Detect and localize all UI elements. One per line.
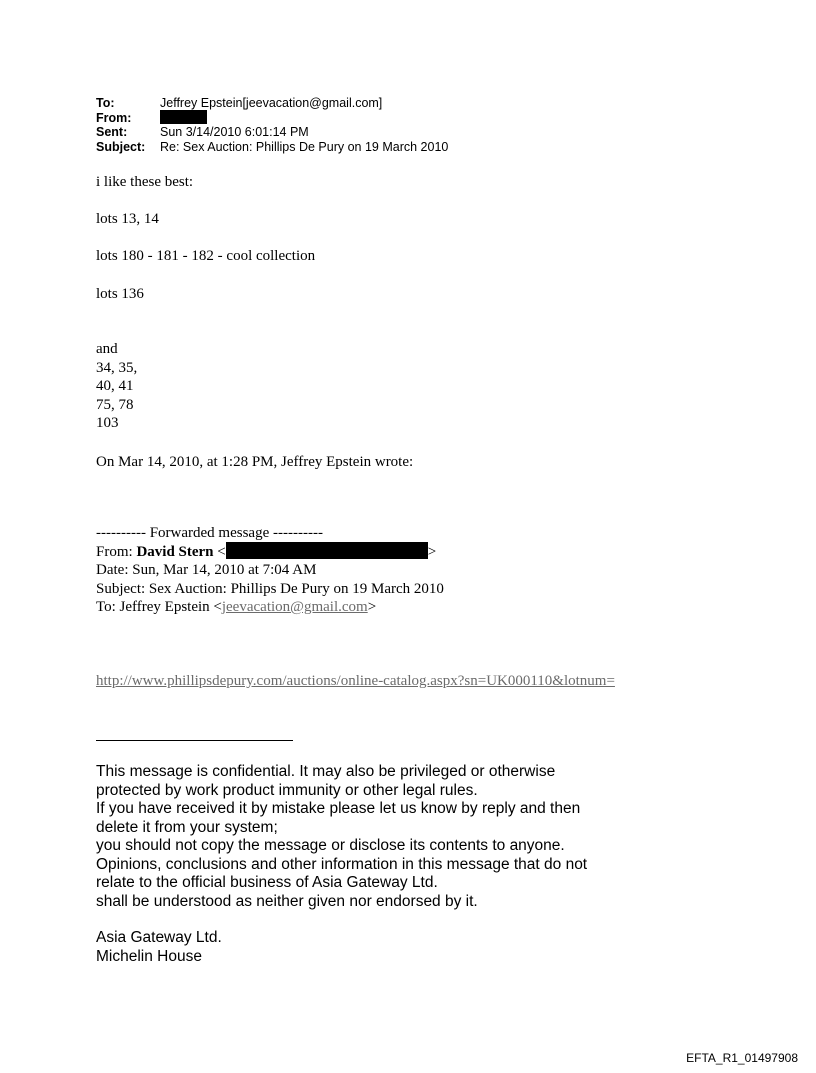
list-item: 34, 35, [96,359,138,376]
company-address: Michelin House [96,947,202,965]
to-row [96,96,716,111]
document-id: EFTA_R1_01497908 [686,1051,798,1065]
body-line-2: lots 13, 14 [96,211,159,227]
footer-line: delete it from your system; [96,818,278,836]
lots-list [96,340,137,433]
confidentiality-footer [96,763,716,966]
forwarded-date: Date: Sun, Mar 14, 2010 at 7:04 AM [96,562,317,578]
footer-line: This message is confidential. It may also be privileged or otherwise [96,763,556,780]
from-row [96,111,716,126]
email-header [96,96,716,154]
body-line-3: lots 180 - 181 - 182 - cool collection [96,248,316,264]
sent-label: Sent: [96,125,128,139]
sender-name: David Stern [136,543,214,560]
forwarded-to: To: Jeffrey Epstein <jeevacation@gmail.com> [96,599,377,615]
list-item: and [96,341,118,357]
footer-line: relate to the official business of Asia Gateway Ltd. [96,874,438,891]
forwarded-subject: Subject: Sex Auction: Phillips De Pury on 19 March 2010 [96,580,444,597]
footer-line: Opinions, conclusions and other information in this message that do not [96,855,588,873]
to-value: Jeffrey Epstein[jeevacation@gmail.com] [160,96,383,110]
forwarded-block [96,524,444,617]
subject-value: Re: Sex Auction: Phillips De Pury on 19 March 2010 [160,139,449,154]
to-email-link[interactable]: jeevacation@gmail.com [221,599,368,615]
from-label: From: [96,110,132,125]
sent-value: Sun 3/14/2010 6:01:14 PM [160,125,309,139]
subject-row [96,140,716,155]
wrote-line: On Mar 14, 2010, at 1:28 PM, Jeffrey Epstein wrote: [96,454,414,470]
forwarded-divider: ---------- Forwarded message ---------- [96,525,323,541]
sent-row [96,125,716,140]
footer-line: you should not copy the message or disclose its contents to anyone. [96,837,565,854]
footer-line: protected by work product immunity or other legal rules. [96,781,478,799]
body-line-1: i like these best: [96,174,194,190]
signature-divider [96,740,293,741]
list-item: 75, 78 [96,396,134,413]
footer-line: shall be understood as neither given nor endorsed by it. [96,892,478,910]
company-name: Asia Gateway Ltd. [96,929,222,946]
sender-email-redaction [226,542,428,559]
to-label: To: [96,96,115,110]
list-item: 103 [96,415,119,431]
forwarded-from: From: David Stern < > [96,543,437,560]
footer-line: If you have received it by mistake please let us know by reply and then [96,800,581,817]
list-item: 40, 41 [96,378,134,394]
from-redaction [160,110,207,124]
subject-label: Subject: [96,139,146,154]
body-line-4: lots 136 [96,286,144,302]
catalog-link[interactable]: http://www.phillipsdepury.com/auctions/online-catalog.aspx?sn=UK000110&lotnum= [96,673,615,689]
